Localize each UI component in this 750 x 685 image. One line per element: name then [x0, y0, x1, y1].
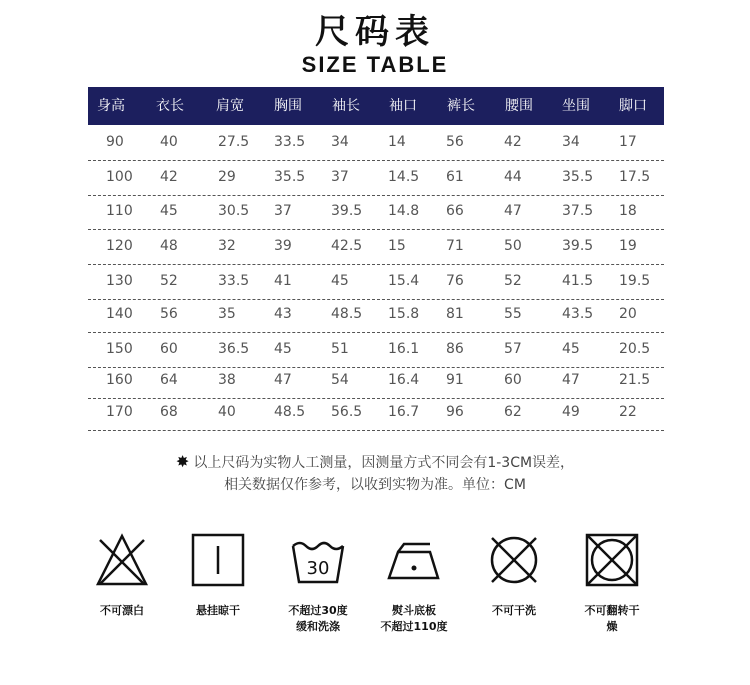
size-cell: 49: [562, 404, 580, 420]
size-cell: 47: [504, 203, 522, 219]
header-cuff: 袖口: [389, 98, 417, 114]
size-cell: 41: [274, 273, 292, 289]
size-cell: 39: [274, 238, 292, 254]
size-cell: 61: [446, 169, 464, 185]
size-cell: 45: [331, 273, 349, 289]
size-cell: 15: [388, 238, 406, 254]
size-cell: 20.5: [619, 341, 651, 357]
table-row: [88, 335, 664, 368]
page-subtitle: SIZE TABLE: [301, 52, 449, 77]
row-height-cell: 170: [106, 404, 133, 420]
size-cell: 16.4: [388, 372, 420, 388]
size-cell: 14.8: [388, 203, 420, 219]
size-cell: 76: [446, 273, 464, 289]
size-cell: 19: [619, 238, 637, 254]
star-icon: ✸: [175, 452, 190, 471]
size-cell: 33.5: [274, 134, 306, 150]
header-waist: 腰围: [505, 98, 533, 114]
size-cell: 18: [619, 203, 637, 219]
no-bleach-icon: [94, 532, 150, 588]
size-cell: 52: [160, 273, 178, 289]
size-cell: 66: [446, 203, 464, 219]
size-cell: 45: [160, 203, 178, 219]
size-cell: 39.5: [562, 238, 594, 254]
size-cell: 27.5: [218, 134, 250, 150]
size-cell: 60: [160, 341, 178, 357]
row-height-cell: 140: [106, 306, 133, 322]
header-sleeve-length: 袖长: [332, 98, 360, 114]
size-cell: 14: [388, 134, 406, 150]
table-row: [88, 128, 664, 161]
row-height-cell: 90: [106, 134, 124, 150]
care-label-no-bleach: 不可漂白: [100, 604, 144, 617]
size-cell: 35.5: [274, 169, 306, 185]
care-label-wash-30: 不超过30度 缓和洗涤: [288, 604, 348, 633]
size-cell: 35.5: [562, 169, 594, 185]
table-row: [88, 366, 664, 399]
size-cell: 37: [274, 203, 292, 219]
size-cell: 21.5: [619, 372, 651, 388]
size-cell: 56: [446, 134, 464, 150]
size-cell: 40: [160, 134, 178, 150]
size-cell: 51: [331, 341, 349, 357]
size-cell: 42: [504, 134, 522, 150]
table-row: [88, 398, 664, 431]
size-cell: 62: [504, 404, 522, 420]
row-height-cell: 120: [106, 238, 133, 254]
page-title: 尺码表: [315, 12, 435, 52]
wash-30-icon: [290, 532, 346, 588]
size-cell: 17: [619, 134, 637, 150]
size-cell: 15.4: [388, 273, 420, 289]
table-row: [88, 267, 664, 300]
size-cell: 45: [562, 341, 580, 357]
size-cell: 47: [562, 372, 580, 388]
size-cell: 38: [218, 372, 236, 388]
size-cell: 36.5: [218, 341, 250, 357]
size-cell: 64: [160, 372, 178, 388]
table-row: [88, 232, 664, 265]
size-cell: 71: [446, 238, 464, 254]
size-cell: 43.5: [562, 306, 594, 322]
size-cell: 81: [446, 306, 464, 322]
header-garment-length: 衣长: [156, 98, 184, 114]
size-cell: 17.5: [619, 169, 651, 185]
size-cell: 34: [331, 134, 349, 150]
size-cell: 41.5: [562, 273, 594, 289]
no-dry-clean-icon: [486, 532, 542, 588]
size-cell: 30.5: [218, 203, 250, 219]
size-cell: 91: [446, 372, 464, 388]
row-height-cell: 160: [106, 372, 133, 388]
size-cell: 52: [504, 273, 522, 289]
size-cell: 39.5: [331, 203, 363, 219]
size-cell: 37: [331, 169, 349, 185]
no-tumble-dry-icon: [584, 532, 640, 588]
size-cell: 86: [446, 341, 464, 357]
iron-low-icon: [386, 532, 442, 588]
size-cell: 54: [331, 372, 349, 388]
size-cell: 57: [504, 341, 522, 357]
care-label-no-dry-clean: 不可干洗: [492, 604, 536, 617]
size-cell: 20: [619, 306, 637, 322]
header-hip: 坐围: [562, 98, 590, 114]
note-line-1: [0, 452, 750, 472]
size-cell: 29: [218, 169, 236, 185]
size-cell: 55: [504, 306, 522, 322]
header-pant-length: 裤长: [447, 98, 475, 114]
size-cell: 14.5: [388, 169, 420, 185]
size-cell: 16.7: [388, 404, 420, 420]
size-cell: 68: [160, 404, 178, 420]
size-cell: 50: [504, 238, 522, 254]
size-cell: 43: [274, 306, 292, 322]
table-row: [88, 163, 664, 196]
size-cell: 44: [504, 169, 522, 185]
wash-temp-label: 30: [306, 558, 330, 579]
table-header: [88, 87, 664, 125]
size-cell: 48.5: [274, 404, 306, 420]
care-label-iron-low: 熨斗底板 不超过110度: [380, 604, 448, 633]
size-cell: 34: [562, 134, 580, 150]
row-height-cell: 150: [106, 341, 133, 357]
size-cell: 48: [160, 238, 178, 254]
care-label-hang-dry: 悬挂晾干: [196, 604, 240, 617]
size-cell: 56.5: [331, 404, 363, 420]
header-leg-opening: 脚口: [619, 98, 647, 114]
size-cell: 37.5: [562, 203, 594, 219]
note-line-2: 相关数据仅作参考，以收到实物为准。单位：CM: [224, 477, 526, 493]
size-cell: 16.1: [388, 341, 420, 357]
size-cell: 96: [446, 404, 464, 420]
table-row: [88, 197, 664, 230]
size-cell: 42: [160, 169, 178, 185]
size-cell: 19.5: [619, 273, 651, 289]
table-row: [88, 300, 664, 333]
care-label-no-tumble-dry: 不可翻转干 燥: [584, 604, 640, 633]
size-cell: 22: [619, 404, 637, 420]
size-cell: 47: [274, 372, 292, 388]
row-height-cell: 110: [106, 203, 133, 219]
size-cell: 45: [274, 341, 292, 357]
header-height: 身高: [97, 98, 125, 114]
size-cell: 35: [218, 306, 236, 322]
hang-dry-icon: [190, 532, 246, 588]
note-text-1: 以上尺码为实物人工测量，因测量方式不同会有1-3CM误差，: [193, 455, 575, 471]
size-cell: 48.5: [331, 306, 363, 322]
size-cell: 15.8: [388, 306, 420, 322]
size-cell: 42.5: [331, 238, 363, 254]
row-height-cell: 130: [106, 273, 133, 289]
size-cell: 32: [218, 238, 236, 254]
size-cell: 60: [504, 372, 522, 388]
size-cell: 40: [218, 404, 236, 420]
size-cell: 56: [160, 306, 178, 322]
size-cell: 33.5: [218, 273, 250, 289]
header-chest: 胸围: [274, 98, 302, 114]
header-shoulder: 肩宽: [216, 98, 244, 114]
row-height-cell: 100: [106, 169, 133, 185]
